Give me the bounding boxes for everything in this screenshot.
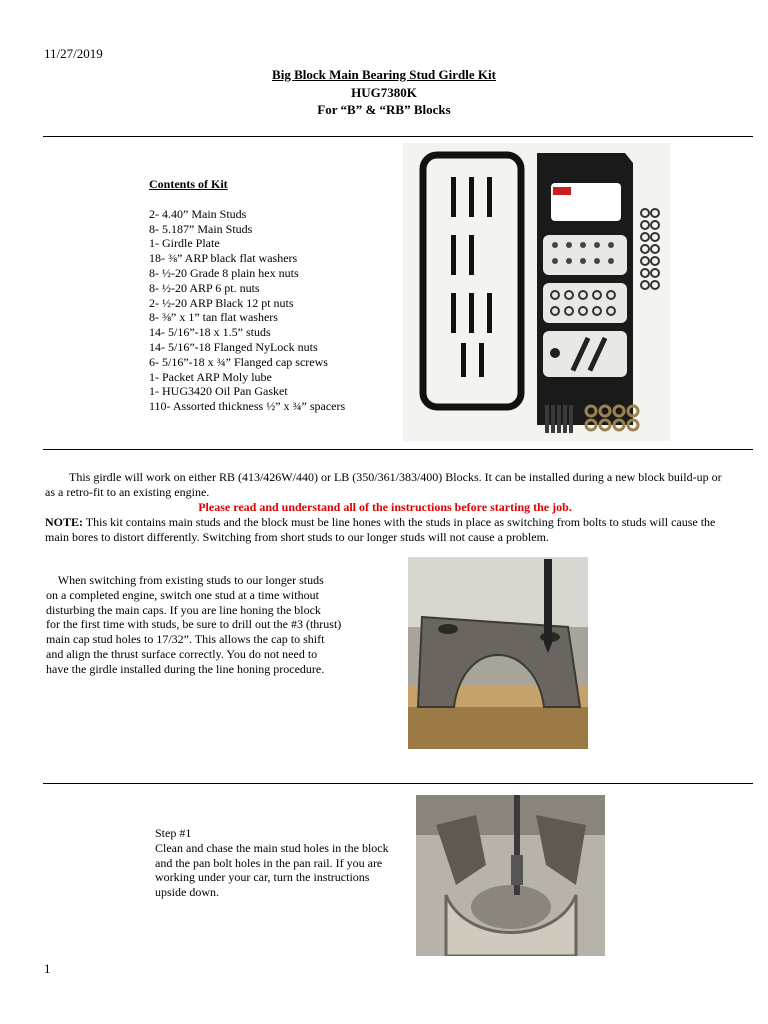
main-cap-photo — [408, 557, 588, 749]
warning-text: Please read and understand all of the instructions before starting the job. — [198, 500, 572, 514]
kit-item: 110- Assorted thickness ½” x ¾” spacers — [149, 399, 346, 414]
kit-item: 14- 5/16”-18 Flanged NyLock nuts — [149, 339, 318, 354]
note-paragraph — [45, 515, 725, 545]
engine-block-photo-graphic — [416, 795, 605, 956]
kit-item: 1- Packet ARP Moly lube — [149, 369, 272, 384]
page-number: 1 — [44, 961, 51, 976]
note-label: NOTE: — [45, 515, 84, 529]
note-text: This kit contains main studs and the block must be line hones with the studs in place as switching from bolts to studs will cause the main bores to distort differently. Switching from short studs to our longer studs will not cause a problem. — [45, 515, 716, 544]
part-number: HUG7380K — [351, 85, 417, 100]
intro-paragraph — [45, 470, 725, 545]
kit-contents-heading: Contents of Kit — [149, 177, 228, 191]
kit-item: 18- ⅜” ARP black flat washers — [149, 251, 298, 266]
switching-line: When switching from existing studs to our longer studs — [46, 573, 324, 587]
kit-item: 8- ½-20 ARP 6 pt. nuts — [149, 280, 260, 295]
divider — [43, 783, 753, 784]
kit-contents-list — [149, 207, 345, 414]
kit-photo — [403, 143, 670, 441]
kit-item: 8- ½-20 Grade 8 plain hex nuts — [149, 265, 299, 280]
kit-contents — [149, 177, 345, 414]
engine-block-photo — [416, 795, 605, 956]
kit-photo-graphic — [403, 143, 670, 441]
kit-item: 2- 4.40” Main Studs — [149, 206, 247, 221]
divider — [43, 136, 753, 137]
intro-text — [45, 470, 725, 500]
divider — [43, 449, 753, 450]
switching-line: and align the thrust surface correctly. You do not need to — [46, 646, 318, 661]
document-subtitle: For “B” & “RB” Blocks — [317, 102, 451, 117]
main-cap-photo-graphic — [408, 557, 588, 749]
switching-line: main cap stud holes to 17/32”. This allows the cap to shift — [46, 632, 325, 647]
kit-item: 1- Girdle Plate — [149, 236, 220, 251]
kit-item: 8- ⅜” x 1” tan flat washers — [149, 310, 278, 325]
switching-line: have the girdle installed during the line honing procedure. — [46, 661, 325, 676]
switching-line: disturbing the main caps. If you are line honing the block — [46, 602, 321, 617]
document-date: 11/27/2019 — [44, 46, 103, 61]
kit-item: 6- 5/16”-18 x ¾” Flanged cap screws — [149, 354, 328, 369]
step-1-label: Step #1 — [155, 826, 192, 840]
step-1 — [155, 826, 395, 900]
switching-line: on a completed engine, switch one stud at a time without — [46, 587, 319, 602]
kit-item: 14- 5/16”-18 x 1.5” studs — [149, 325, 271, 340]
step-1-text: Clean and chase the main stud holes in the block and the pan bolt holes in the pan rail. If you are working under your car, turn the instructions upside down. — [155, 840, 389, 900]
intro-text-content: This girdle will work on either RB (413/426W/440) or LB (350/361/383/400) Blocks. It can be installed during a new block build-up or as a retro-fit to an existing engine. — [45, 470, 722, 499]
kit-item: 8- 5.187” Main Studs — [149, 221, 253, 236]
switching-line: for the first time with studs, be sure to drill out the #3 (thrust) — [46, 617, 342, 632]
document-title: Big Block Main Bearing Stud Girdle Kit — [272, 67, 496, 82]
kit-item: 2- ½-20 ARP Black 12 pt nuts — [149, 295, 294, 310]
kit-item: 1- HUG3420 Oil Pan Gasket — [149, 384, 288, 399]
switching-paragraph — [46, 573, 386, 677]
